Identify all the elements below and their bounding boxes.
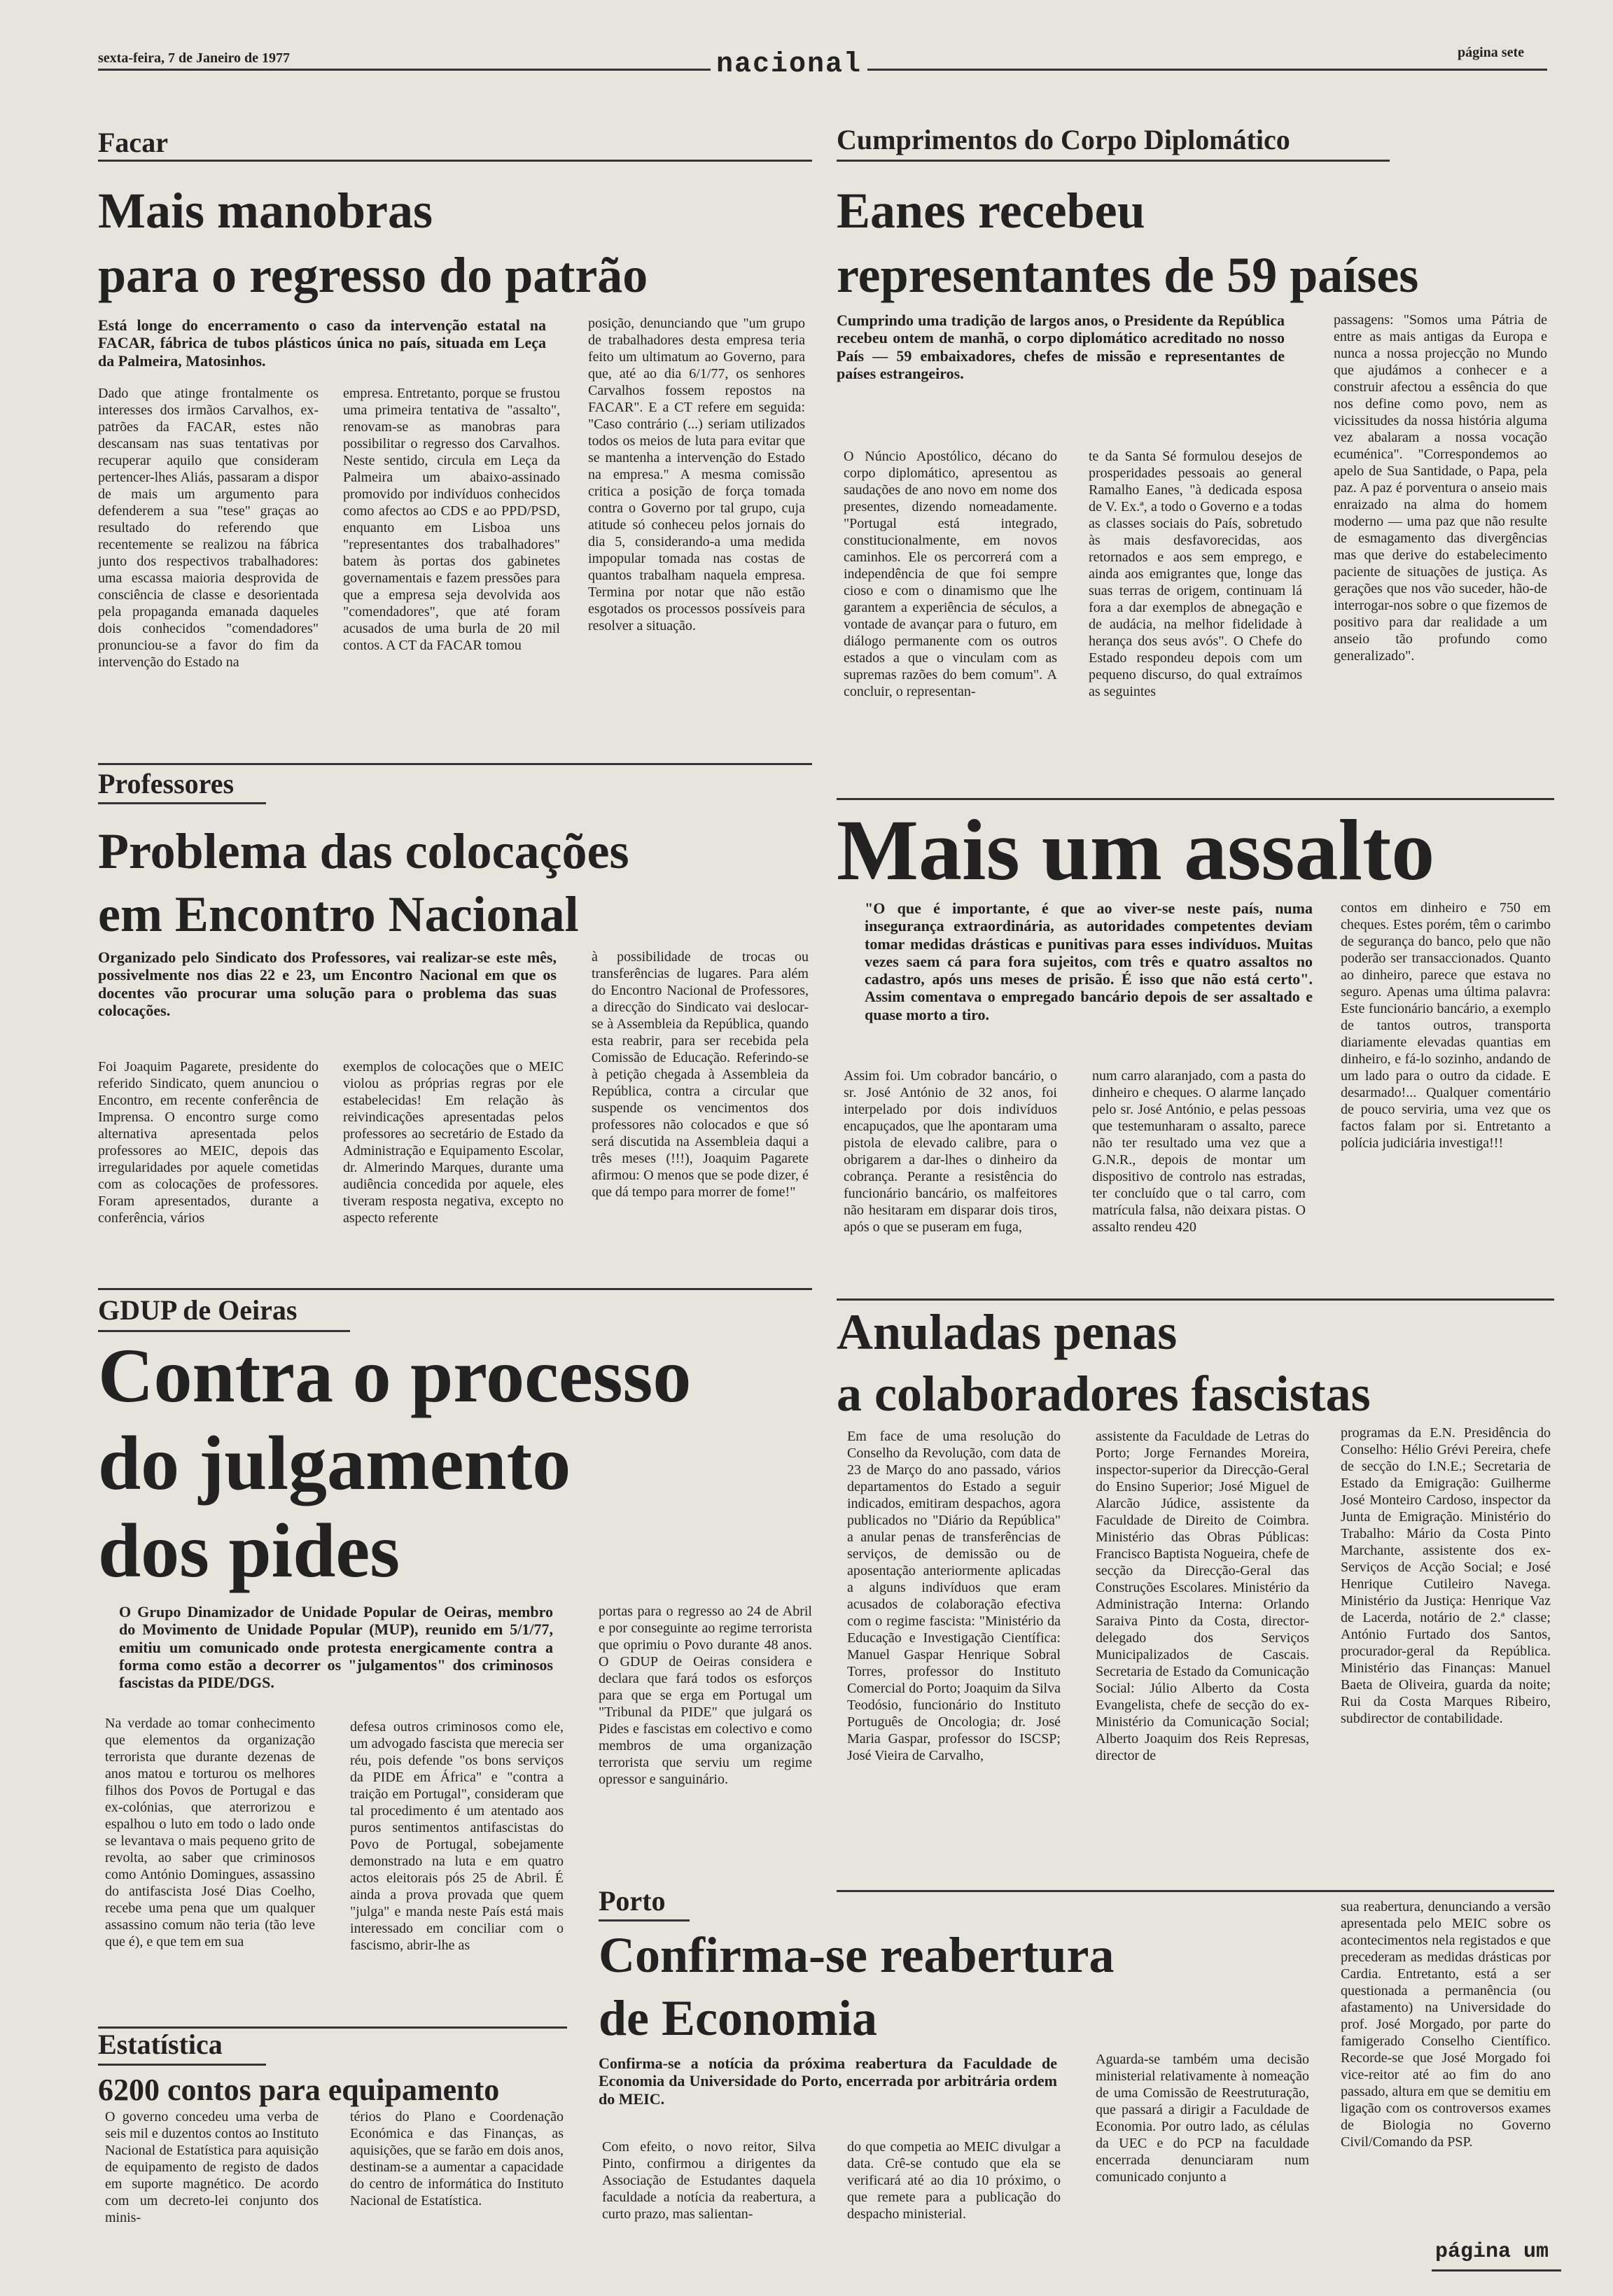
- headline-facar-2: para o regresso do patrão: [98, 247, 648, 303]
- rule-professores-top: [98, 763, 812, 765]
- headline-eanes-1: Eanes recebeu: [837, 183, 1145, 239]
- kicker-estatistica: Estatística: [98, 2029, 223, 2060]
- section-title: nacional: [711, 49, 867, 80]
- gdup-col-2: defesa outros criminosos como ele, um advogado fascista que merecia ser réu, pois defende "os bons serviços da PIDE em África" e "contra a traição em Portugal", consideram que tal procedimento é um atentado aos puros sentimentos antifascistas do Povo de Portugal, sobejamente demonstrado na luta e em quatro actos eleitorais pós 25 de Abril. É ainda a prova provada que quem "julga" e manda neste País está mais interessado em conciliar com o fascismo, abrir-lhe as: [350, 1719, 564, 1953]
- headline-eanes-2: representantes de 59 países: [837, 247, 1419, 303]
- rule-estatistica: [98, 2064, 266, 2066]
- assalto-col-2: num carro alaranjado, com a pasta do dinheiro e cheques. O alarme lançado pelo sr. José António, e pelas pessoas que testemunharam o assalto, parece não ter resultado uma vez que a G.N.R., depois de montar um dispositivo de controlo nas estradas, ter concluído que o tal carro, com matrícula falsa, não deixara pistas. O assalto rendeu 420: [1092, 1068, 1306, 1235]
- headline-professores-1: Problema das colocações: [98, 823, 629, 879]
- continuation-ref: página um: [1435, 2240, 1549, 2264]
- rule-professores: [98, 802, 266, 804]
- headline-assalto: Mais um assalto: [837, 802, 1435, 898]
- headline-estatistica: 6200 contos para equipamento: [98, 2073, 500, 2107]
- lead-porto: Confirma-se a notícia da próxima reabertura da Faculdade de Economia da Universidade do Porto, encerrada por arbitrária ordem do MEIC.: [599, 2054, 1057, 2108]
- rule-assalto: [837, 798, 1554, 800]
- issue-date: sexta-feira, 7 de Janeiro de 1977: [98, 50, 291, 66]
- kicker-gdup: GDUP de Oeiras: [98, 1294, 298, 1326]
- kicker-eanes: Cumprimentos do Corpo Diplomático: [837, 124, 1290, 155]
- rule-porto: [599, 1919, 690, 1921]
- eanes-col-3: passagens: "Somos uma Pátria de entre as mais antigas da Europa e nunca a nossa projecção no Mundo que ajudámos a conhecer e a construir afectou a essência do que nos define como povo, nem as vicissitudes da nossa história alguma vez abalaram a nossa vocação ecuménica". "Correspondemos ao apelo de Sua Santidade, o Papa, pela paz. A paz é porventura o anseio mais enraizado na alma do homem moderno — uma paz que não resulte de esmagamento das divergências mas que derive do estabelecimento paciente de situações de justiça. As gerações que nos vão suceder, hão-de interrogar-nos sobre o que fizemos de positivo para dar realidade a um anseio tão profundo como generalizado".: [1334, 312, 1547, 664]
- professores-col-2: exemplos de colocações que o MEIC violou as próprias regras por ele estabelecidas! Em relação às reivindicações apresentadas pelos professores ao secretário de Estado da Administração e Equipamento Escolar, dr. Almerindo Marques, durante uma audiência concedida por aquele, eles tiveram resposta negativa, excepto no aspecto referente: [343, 1059, 564, 1226]
- estatistica-col-1: O governo concedeu uma verba de seis mil e duzentos contos ao Instituto Nacional de Estatística para aquisição de equipamento de registo de dados em suporte magnético. De acordo com um decreto-lei conjunto dos minis-: [105, 2109, 319, 2225]
- eanes-col-2: te da Santa Sé formulou desejos de prosperidades pessoais ao general Ramalho Eanes, "à dedicada esposa de V. Ex.ª, a todo o Governo e a todas as classes sociais do País, sobretudo às mais desfavorecidas, aos retornados e aos sem emprego, e ainda aos emigrantes que, longe das suas terras de origem, continuam lá fora a dar exemplos de abnegação e de audácia, na melhor fidelidade à herança dos seus avós". O Chefe do Estado respondeu depois com um pequeno discurso, do qual extraímos as seguintes: [1089, 449, 1302, 699]
- page-number: página sete: [1458, 45, 1524, 60]
- porto-col-4: sua reabertura, denunciando a versão apresentada pelo MEIC sobre os acontecimentos nela registados e que precederam as medidas drásticas por Cardia. Entretanto, está a ser questionada a permanência (ou afastamento) na Universidade do prof. José Morgado, por parte do famigerado Conselho Científico. Recorde-se que José Morgado foi vice-reitor até ao fim do ano passado, altura em que se demitiu em ligação com os controversos exames de Biologia no Governo Civil/Comando da PSP.: [1341, 1899, 1551, 2150]
- kicker-professores: Professores: [98, 768, 235, 799]
- headline-porto-1: Confirma-se reabertura: [599, 1927, 1115, 1983]
- headline-gdup-2: do julgamento: [98, 1420, 571, 1506]
- professores-col-3: à possibilidade de trocas ou transferências de lugares. Para além do Encontro Nacional de Professores, a direcção do Sindicato vai deslocar-se à Assembleia da República, quando esta reabrir, para ser recebida pela Comissão de Educação. Referindo-se à petição chegada à Assembleia da República, contra a circular que suspende os vencimentos dos professores não colocados e que só será discutida na Assembleia daqui a três meses (!!!), Joaquim Pagarete afirmou: O menos que se pode dizer, é que dá tempo para morrer de fome!": [592, 949, 809, 1200]
- kicker-facar: Facar: [98, 127, 168, 158]
- lead-facar: Está longe do encerramento o caso da intervenção estatal na FACAR, fábrica de tubos plásticos única no país, situada em Leça da Palmeira, Matosinhos.: [98, 316, 546, 370]
- rule-gdup: [98, 1330, 350, 1332]
- porto-col-1: Com efeito, o novo reitor, Silva Pinto, confirmou a dirigentes da Associação de Estudantes daquela faculdade a notícia da reabertura, a curto prazo, mas salientan-: [602, 2139, 816, 2222]
- gdup-col-3: portas para o regresso ao 24 de Abril e por conseguinte ao regime terrorista que oprimiu o Povo durante 48 anos. O GDUP de Oeiras considera e declara que fará todos os esforços para que se erga em Portugal um "Tribunal da PIDE" que julgará os Pides e fascistas em colectivo e como membros de uma organização terrorista que serviu um regime opressor e sanguinário.: [599, 1604, 812, 1787]
- headline-professores-2: em Encontro Nacional: [98, 886, 579, 942]
- lead-eanes: Cumprindo uma tradição de largos anos, o Presidente da República recebeu ontem de manhã, o corpo diplomático acreditado no nosso País — 59 embaixadores, chefes de missão e representantes de países estrangeiros.: [837, 312, 1285, 382]
- lead-gdup: O Grupo Dinamizador de Unidade Popular de Oeiras, membro do Movimento de Unidade Popular (MUP), reunido em 5/1/77, emitiu um comunicado onde protesta energicamente contra a forma como estão a decorrer os "julgamentos" dos criminosos fascistas da PIDE/DGS.: [119, 1603, 553, 1692]
- anuladas-col-2: assistente da Faculdade de Letras do Porto; Jorge Fernandes Moreira, inspector-superior da Direcção-Geral do Ensino Superior; José Miguel de Alarcão Júdice, assistente da Faculdade de Direito de Coimbra. Ministério das Obras Públicas: Francisco Baptista Nogueira, chefe de secção da Direcção-Geral das Construções Escolares. Ministério da Administração Interna: Orlando Saraiva Pinto da Costa, director-delegado dos Serviços Municipalizados de Cascais. Secretaria de Estado da Comunicação Social: Júlio Alberto da Costa Evangelista, chefe de secção do ex-Ministério da Comunicação Social; Alberto Joaquim dos Reis Represas, director de: [1096, 1429, 1309, 1763]
- anuladas-col-3: programas da E.N. Presidência do Conselho: Hélio Grévi Pereira, chefe de secção do I.N.E.; Secretaria de Estado da Emigração: Guilherme José Monteiro Cardoso, inspector da Junta de Emigração. Ministério do Trabalho: Mário da Costa Pinto Marchante, assistente dos ex-Serviços de Acção Social; e José Henrique Cutileiro Navega. Ministério da Justiça: Henrique Vaz de Lacerda, notário de 2.ª classe; António Furtado dos Santos, procurador-geral da República. Ministério das Finanças: Manuel Baeta de Oliveira, guarda da noite; Rui da Costa Marques Ribeiro, subdirector de contabilidade.: [1341, 1425, 1551, 1726]
- headline-porto-2: de Economia: [599, 1990, 878, 2046]
- rule-facar: [98, 160, 812, 162]
- rule-porto-top: [837, 1890, 1554, 1892]
- professores-col-1: Foi Joaquim Pagarete, presidente do referido Sindicato, quem anunciou o Encontro, em recente conferência de Imprensa. O encontro surge como alternativa apresentada pelos professores ao MEIC, depois das irregularidades por aquele cometidas com as colocações de professores. Foram apresentados, durante a conferência, vários: [98, 1059, 319, 1226]
- facar-col-1: Dado que atinge frontalmente os interesses dos irmãos Carvalhos, ex-patrões da FACAR, estes não descansam nas suas tentativas por recuperar aquilo que consideram pertencer-lhes Aliás, passaram a dispor de mais um argumento para defenderem a sua "tese" graças ao resultado do referendo que recentemente se realizou na fábrica junto dos respectivos trabalhadores: uma escassa maioria desprovida de consciência de classe e desorientada pela propaganda emanada daqueles dois conhecidos "comendadores" pronunciou-se a favor do fim da intervenção do Estado na: [98, 386, 319, 670]
- headline-gdup-1: Contra o processo: [98, 1333, 692, 1418]
- assalto-col-1: Assim foi. Um cobrador bancário, o sr. José António de 32 anos, foi interpelado por dois indivíduos encapuçados, que lhe apontaram uma pistola de elevado calibre, para o obrigarem a dar-lhes o dinheiro da cobrança. Perante a resistência do funcionário bancário, os malfeitores não hesitaram em disparar dois tiros, após o que se puseram em fuga,: [844, 1068, 1057, 1235]
- headline-anuladas-2: a colaboradores fascistas: [837, 1366, 1371, 1422]
- anuladas-col-1: Em face de uma resolução do Conselho da Revolução, com data de 23 de Março do ano passado, vários departamentos do Estado a seguir indicados, emitiram despachos, agora publicados no "Diário da República" a anular penas de transferências de serviços, de demissão ou de aposentação anteriormente aplicadas a alguns indivíduos que eram acusados de colaboração efectiva com o regime fascista: "Ministério da Educação e Investigação Científica: Manuel Gaspar Henrique Sobral Torres, professor do Instituto Comercial do Porto; Joaquim da Silva Teodósio, funcionário do Instituto Português de Oncologia; dr. José Maria Gaspar, professor do ISCSP; José Vieira de Carvalho,: [847, 1429, 1061, 1763]
- lead-professores: Organizado pelo Sindicato dos Professores, vai realizar-se este mês, possivelmente nos dias 22 e 23, um Encontro Nacional em que os docentes vão procurar uma solução para o problema das suas colocações.: [98, 948, 557, 1019]
- porto-col-3: Aguarda-se também uma decisão ministerial relativamente à nomeação de uma Comissão de Reestruturação, que passará a dirigir a Faculdade de Economia. Por outro lado, as células da UEC e do PCP na faculdade encerrada denunciaram num comunicado conjunto a: [1096, 2052, 1309, 2185]
- rule-eanes: [837, 160, 1390, 162]
- eanes-col-1: O Núncio Apostólico, décano do corpo diplomático, apresentou as saudações de ano novo em nome dos presentes, dizendo nomeadamente. "Portugal está integrado, constitucionalmente, em novos caminhos. Ele os percorrerá com a independência de que foi sempre cioso e com o dinamismo que lhe garantem a experiência de séculos, a vontade de avançar para o futuro, em diálogo permanente com os outros estados a que o vinculam com as supremas razões do bem comum". A concluir, o representan-: [844, 449, 1057, 699]
- rule-gdup-top: [98, 1288, 812, 1290]
- footer-rule: [1432, 2269, 1561, 2272]
- rule-anuladas: [837, 1298, 1554, 1301]
- facar-col-2: empresa. Entretanto, porque se frustou uma primeira tentativa de "assalto", renovam-se as manobras para possibilitar o regresso dos Carvalhos. Neste sentido, circula em Leça da Palmeira um abaixo-assinado promovido por indivíduos conhecidos como afectos ao CDS e ao PPD/PSD, enquanto em Lisboa uns "representantes dos trabalhadores" batem às portas dos gabinetes governamentais e fazem pressões para que a empresa seja devolvida aos "comendadores", que até foram acusados de uma burla de 20 mil contos. A CT da FACAR tomou: [343, 386, 560, 653]
- porto-col-2: do que competia ao MEIC divulgar a data. Crê-se contudo que ela se verificará até ao dia 10 próximo, o que remete para a publicação do despacho ministerial.: [847, 2139, 1061, 2222]
- kicker-porto: Porto: [599, 1885, 666, 1917]
- facar-col-3: posição, denunciando que "um grupo de trabalhadores desta empresa teria feito um ultimatum ao Governo, para que, até ao dia 6/1/77, os senhores Carvalhos fossem repostos na FACAR". E a CT refere em seguida: "Caso contrário (...) seriam utilizados todos os meios de luta para evitar que se mantenha a intervenção do Estado na empresa." A mesma comissão critica a posição de força tomada contra o Governo por tal grupo, cuja atitude só conheceu pelos jornais do dia 5, considerando-a uma medida impopular tomada nas costas de quantos trabalham naquela empresa. Termina por notar que não estão esgotados os processos possíveis para resolver a situação.: [588, 316, 805, 634]
- gdup-col-1: Na verdade ao tomar conhecimento que elementos da organização terrorista que durante dezenas de anos matou e torturou os melhores filhos dos Povos de Portugal e das ex-colónias, que aterrorizou e espalhou o luto em todo o lado onde se levantava o mais pequeno grito de revolta, ao saber que criminosos como António Domingues, assassino do antifascista José Dias Coelho, recebe uma pena que um qualquer assassino comum não teria (tão leve que é), e que tem em sua: [105, 1716, 315, 1949]
- headline-anuladas-1: Anuladas penas: [837, 1304, 1178, 1360]
- assalto-col-3: contos em dinheiro e 750 em cheques. Estes porém, têm o carimbo de segurança do banco, pelo que não poderão ser transaccionados. Quanto ao dinheiro, parece que estava no seguro. Apenas uma última palavra: Este funcionário bancário, a exemplo de tantos outros, transporta diariamente elevadas quantias em dinheiro, e fá-lo sozinho, andando de um lado para o outro da cidade. E desarmado!... Qualquer comentário de pouco serviria, uma vez que os factos falam por si. Entretanto a polícia judiciária investiga!!!: [1341, 900, 1551, 1151]
- headline-facar-1: Mais manobras: [98, 183, 433, 239]
- headline-gdup-3: dos pides: [98, 1508, 400, 1593]
- lead-assalto: "O que é importante, é que ao viver-se neste país, numa insegurança extraordinária, as autoridades competentes deviam tomar medidas drásticas e punitivas para esses indivíduos. Muitas vezes saem cá para fora sujeitos, com três e quatro assaltos no cadastro, após uns meses de prisão. É isso que não está certo". Assim comentava o empregado bancário depois de ser assaltado e quase morto a tiro.: [865, 899, 1313, 1023]
- estatistica-col-2: térios do Plano e Coordenação Económica e das Finanças, as aquisições, que se farão em dois anos, destinam-se a aumentar a capacidade do centro de informática do Instituto Nacional de Estatística.: [350, 2109, 564, 2208]
